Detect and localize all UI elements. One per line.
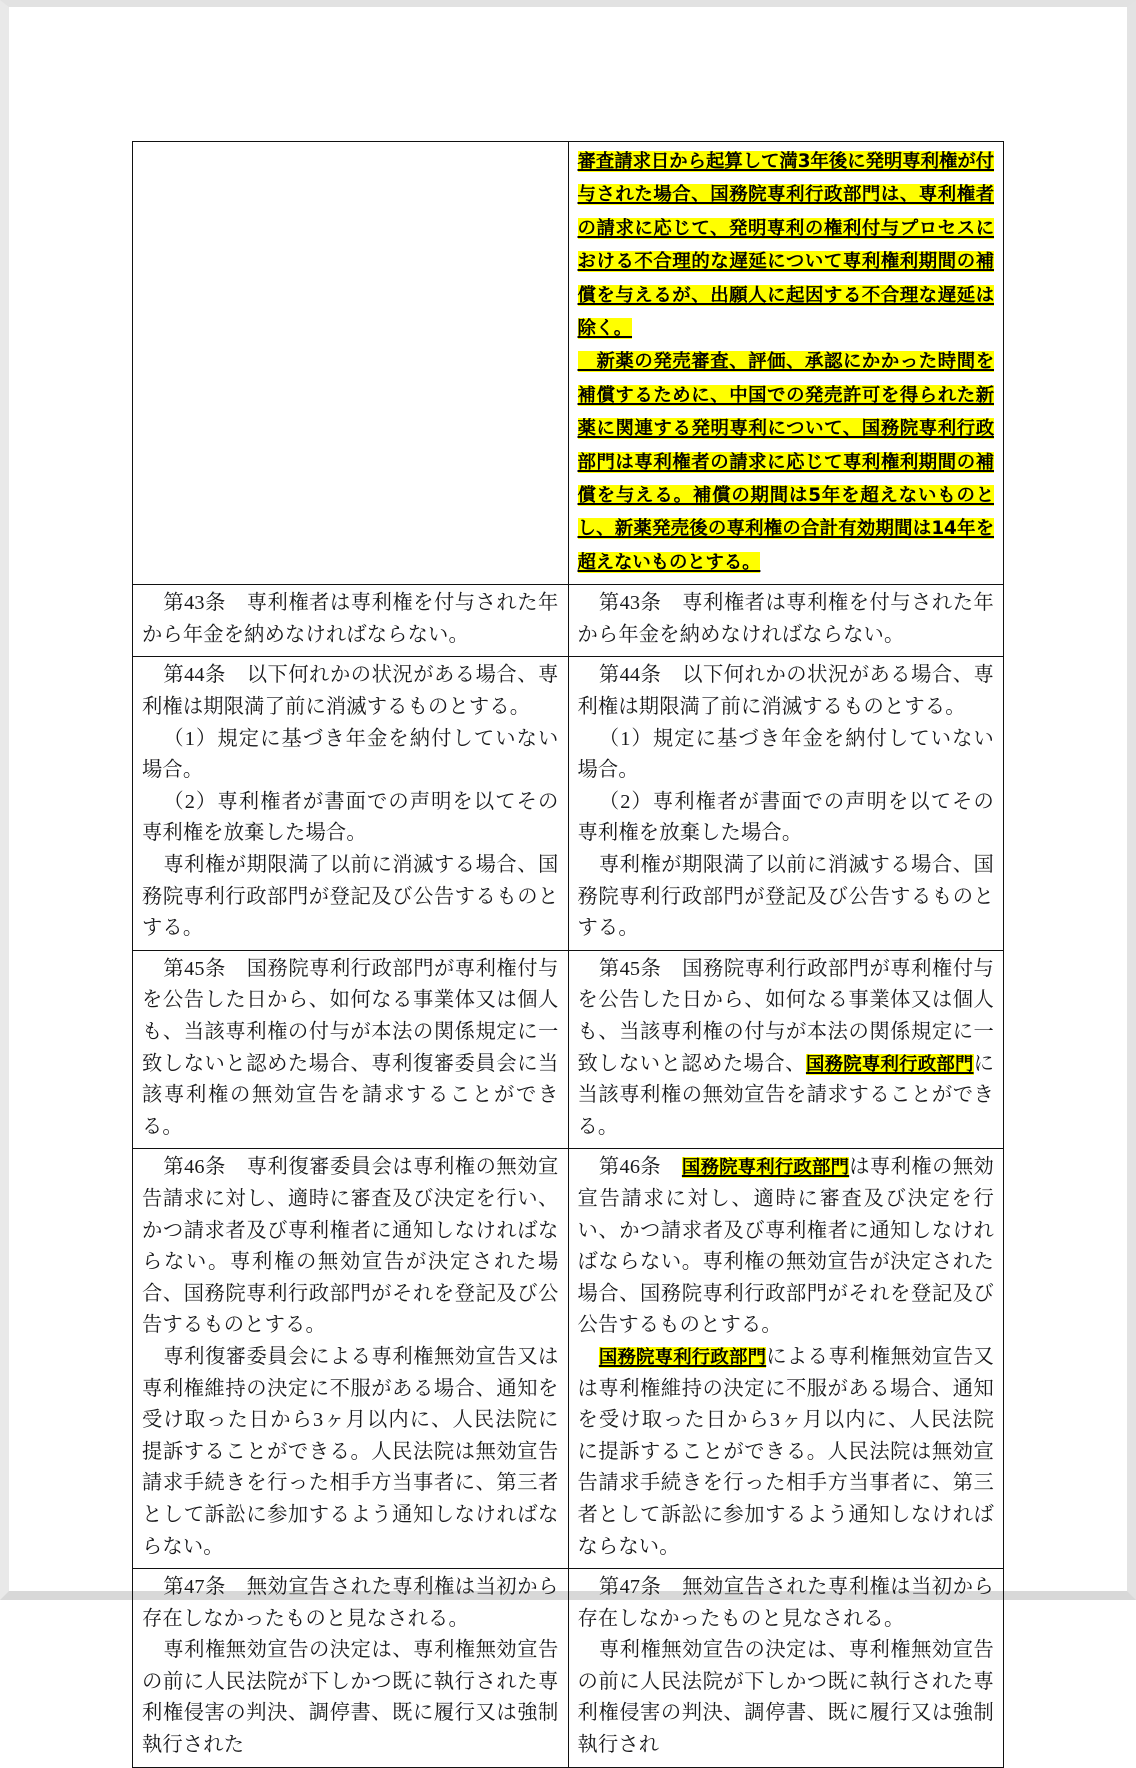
paragraph: 第46条 専利復審委員会は専利権の無効宣告請求に対し、適時に審査及び決定を行い、かつ請求者及び専利権者に通知しなければならない。専利権の無効宣告が決定された場合、国務院専利行政部門がそれを登記及び公告するものとする。 — [142, 1156, 559, 1337]
article-44-right-text — [578, 660, 995, 944]
page-sheet — [9, 7, 1127, 1757]
cell-right-article-43 — [568, 585, 1004, 657]
cell-right-article-46 — [568, 1149, 1004, 1569]
paragraph-item-2: （2）専利権者が書面での声明を以てその専利権を放棄した場合。 — [142, 790, 559, 845]
article-45-left-text — [142, 954, 559, 1144]
paragraph — [578, 1342, 995, 1563]
cell-right-article-45 — [568, 950, 1004, 1149]
highlighted-amendment-text — [578, 145, 995, 579]
paragraph: 専利権が期限満了以前に消滅する場合、国務院専利行政部門が登記及び公告するものとする。 — [577, 854, 994, 940]
article-47-left-text — [142, 1572, 559, 1762]
article-47-right-text — [578, 1572, 995, 1762]
article-45-right-text — [578, 954, 995, 1144]
cell-right-article-47 — [568, 1569, 1004, 1768]
paragraph — [578, 954, 995, 1144]
article-43-right-text — [578, 588, 995, 651]
text-segment: 第45条 国務院専利行政部門が専利権付与を公告した日から、如何なる事業体又は個人も、当該専利権の付与が本法の関係規定に一致しないと認めた場合、 — [577, 957, 994, 1075]
table-row — [133, 585, 1004, 657]
amendment-paragraph-1 — [578, 145, 995, 345]
paragraph: 第44条 以下何れかの状況がある場合、専利権は期限満了前に消滅するものとする。 — [577, 664, 994, 719]
highlighted-term: 国務院専利行政部門 — [598, 1346, 767, 1368]
cell-left-article-46 — [133, 1149, 569, 1569]
table-row — [133, 1149, 1004, 1569]
paragraph: 専利権が期限満了以前に消滅する場合、国務院専利行政部門が登記及び公告するものとする。 — [142, 854, 559, 940]
paragraph: 第43条 専利権者は専利権を付与された年から年金を納めなければならない。 — [142, 592, 559, 646]
cell-left-article-43 — [133, 585, 569, 657]
cell-left-article-44 — [133, 657, 569, 950]
paragraph: 第47条 無効宣告された専利権は当初から存在しなかったものと見なされる。 — [577, 1576, 994, 1630]
article-46-left-text — [142, 1152, 559, 1563]
amendment-paragraph-2 — [578, 345, 995, 579]
paragraph: 第44条 以下何れかの状況がある場合、専利権は期限満了前に消滅するものとする。 — [142, 664, 559, 719]
article-44-left-text — [142, 660, 559, 944]
text-segment: による専利権無効宣告又は専利権維持の決定に不服がある場合、通知を受け取った日から3ヶ月以内に、人民法院に提訴することができる。人民法院は無効宣告請求手続きを行った相手方当事者に、第三者として訴訟に参加するよう通知しなければならない。 — [577, 1345, 994, 1558]
highlight-span: 新薬の発売審査、評価、承認にかかった時間を補償するために、中国での発売許可を得られた新薬に関連する発明専利について、国務院専利行政部門は専利権者の請求に応じて専利権利期間の補償を与える。補償の期間は5年を超えないものとし、新薬発売後の専利権の合計有効期間は14年を超えないものとする。 — [577, 351, 994, 573]
bilingual-comparison-table — [132, 141, 1004, 1768]
article-46-right-text — [578, 1152, 995, 1563]
text-segment: に当該専利権の無効宣告を請求することができる。 — [577, 1052, 995, 1138]
paragraph-item-1: （1）規定に基づき年金を納付していない場合。 — [577, 727, 994, 782]
paragraph: 専利復審委員会による専利権無効宣告又は専利権維持の決定に不服がある場合、通知を受け取った日から3ヶ月以内に、人民法院に提訴することができる。人民法院は無効宣告請求手続きを行った相手方当事者に、第三者として訴訟に参加するよう通知しなければならない。 — [142, 1345, 559, 1558]
paragraph — [578, 1152, 995, 1342]
paragraph: 第43条 専利権者は専利権を付与された年から年金を納めなければならない。 — [577, 592, 994, 646]
paragraph-item-2: （2）専利権者が書面での声明を以てその専利権を放棄した場合。 — [577, 790, 994, 845]
cell-left-amendment — [133, 142, 569, 585]
cell-right-article-44 — [568, 657, 1004, 950]
empty-left-cell — [142, 145, 559, 146]
paragraph: 第47条 無効宣告された専利権は当初から存在しなかったものと見なされる。 — [142, 1576, 559, 1630]
text-segment: は専利権の無効宣告請求に対し、適時に審査及び決定を行い、かつ請求者及び専利権者に通知しなければならない。専利権の無効宣告が決定された場合、国務院専利行政部門がそれを登記及び公告するものとする。 — [577, 1156, 994, 1337]
table-row — [133, 950, 1004, 1149]
cell-left-article-47 — [133, 1569, 569, 1768]
highlighted-term: 国務院専利行政部門 — [805, 1053, 974, 1075]
paragraph: 専利権無効宣告の決定は、専利権無効宣告の前に人民法院が下しかつ既に執行された専利権侵害の判決、調停書、既に履行又は強制執行され — [577, 1639, 994, 1757]
cell-left-article-45 — [133, 950, 569, 1149]
highlighted-term: 国務院専利行政部門 — [681, 1157, 850, 1179]
table-row — [133, 657, 1004, 950]
paragraph: 第45条 国務院専利行政部門が専利権付与を公告した日から、如何なる事業体又は個人も、当該専利権の付与が本法の関係規定に一致しないと認めた場合、専利復審委員会に当該専利権の無効宣告を請求することができる。 — [142, 957, 559, 1138]
paragraph: 専利権無効宣告の決定は、専利権無効宣告の前に人民法院が下しかつ既に執行された専利権侵害の判決、調停書、既に履行又は強制執行された — [142, 1639, 559, 1757]
article-43-left-text — [142, 588, 559, 651]
highlight-span: 審査請求日から起算して満3年後に発明専利権が付与された場合、国務院専利行政部門は、専利権者の請求に応じて、発明専利の権利付与プロセスにおける不合理的な遅延について専利権利期間の補償を与えるが、出願人に起因する不合理な遅延は除く。 — [577, 151, 994, 340]
cell-right-amendment — [568, 142, 1004, 585]
text-segment: 第46条 — [598, 1156, 682, 1179]
paragraph-item-1: （1）規定に基づき年金を納付していない場合。 — [142, 727, 559, 782]
table-row — [133, 142, 1004, 585]
table-row — [133, 1569, 1004, 1768]
